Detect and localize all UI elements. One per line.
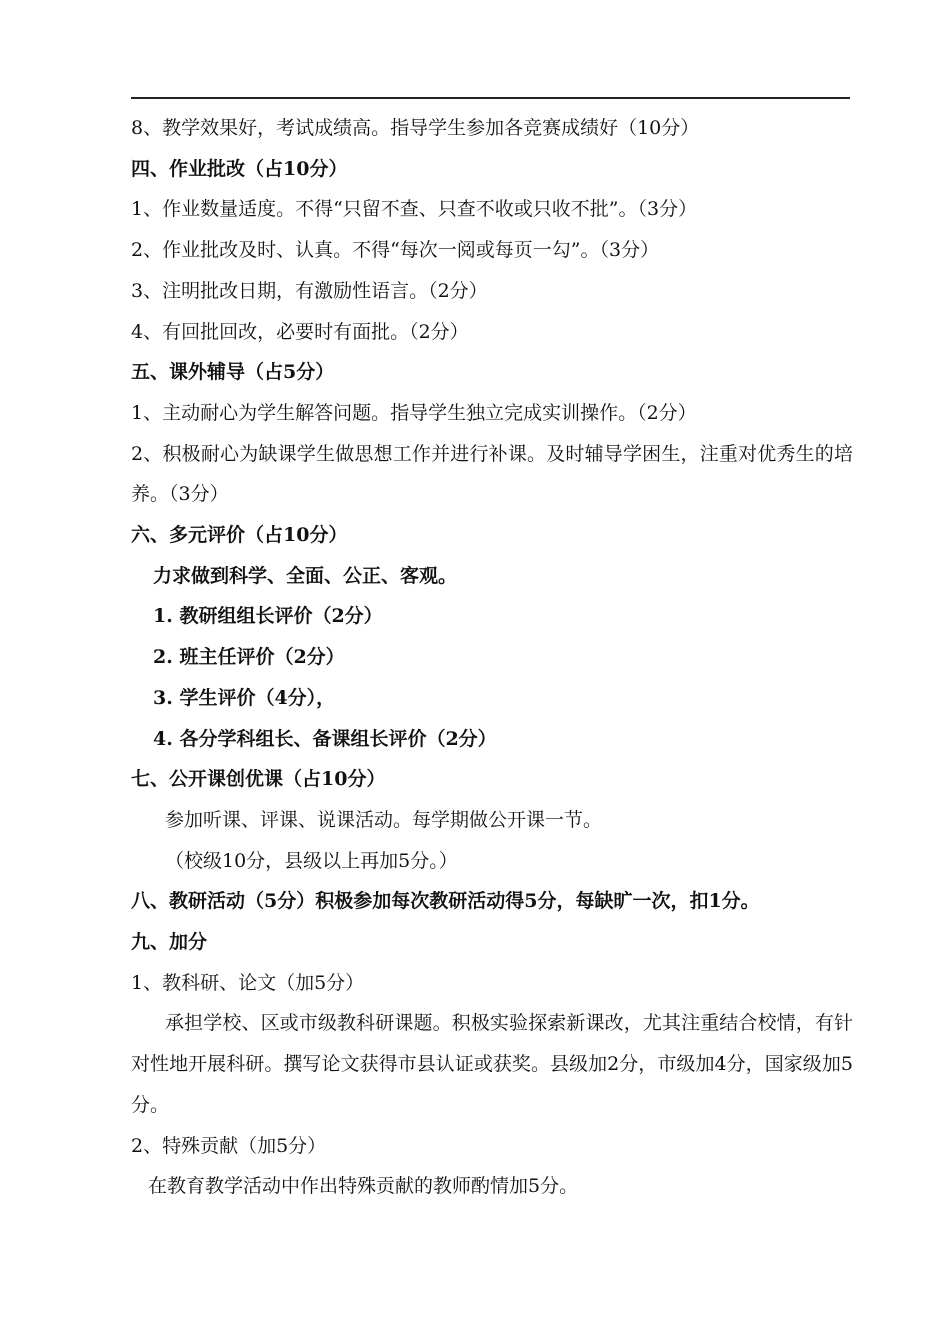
section-heading-homework: 四、作业批改（占10分） [131, 157, 348, 180]
section-heading-tutoring: 五、课外辅导（占5分） [131, 361, 335, 384]
evaluation-item-2: 2. 班主任评价（2分） [153, 646, 345, 669]
tutoring-item-1: 1、主动耐心为学生解答问题。指导学生独立完成实训操作。（2分） [131, 401, 697, 424]
open-class-item-1: 参加听课、评课、说课活动。每学期做公开课一节。 [165, 808, 603, 831]
document-body [131, 108, 853, 1207]
tutoring-item-2: 2、积极耐心为缺课学生做思想工作并进行补课。及时辅导学困生，注重对优秀生的培养。（3分） [131, 442, 853, 506]
homework-item-3: 3、注明批改日期，有激励性语言。（2分） [131, 279, 488, 302]
evaluation-item-3: 3. 学生评价（4分）， [153, 686, 336, 709]
homework-item-1: 1、作业数量适度。不得“只留不查、只查不收或只收不批”。（3分） [131, 198, 698, 221]
section-heading-research: 八、教研活动（5分）积极参加每次教研活动得5分，每缺旷一次，扣1分。 [131, 890, 760, 913]
header-rule [131, 97, 850, 99]
evaluation-item-4: 4. 各分学科组长、备课组长评价（2分） [153, 727, 497, 750]
evaluation-item-1: 1. 教研组组长评价（2分） [153, 605, 383, 628]
item-teaching-effect: 8、教学效果好，考试成绩高。指导学生参加各竞赛成绩好（10分） [131, 117, 700, 139]
section-heading-evaluation: 六、多元评价（占10分） [131, 524, 348, 547]
bonus-item-2-body: 在教育教学活动中作出特殊贡献的教师酌情加5分。 [148, 1175, 579, 1198]
bonus-item-1-body: 承担学校、区或市级教科研课题。积极实验探索新课改，尤其注重结合校情，有针对性地开展科研。撰写论文获得市县认证或获奖。县级加2分，市级加4分，国家级加5分。 [131, 1012, 853, 1116]
homework-item-4: 4、有回批回改，必要时有面批。（2分） [131, 320, 469, 343]
bonus-item-1-title: 1、教科研、论文（加5分） [131, 971, 365, 994]
section-heading-open-class: 七、公开课创优课（占10分） [131, 768, 386, 791]
section-heading-bonus: 九、加分 [131, 931, 208, 954]
homework-item-2: 2、作业批改及时、认真。不得“每次一阅或每页一勾”。（3分） [131, 239, 660, 262]
bonus-item-2-title: 2、特殊贡献（加5分） [131, 1134, 327, 1157]
open-class-item-2: （校级10分，县级以上再加5分。） [165, 849, 458, 872]
evaluation-principle: 力求做到科学、全面、公正、客观。 [153, 564, 458, 587]
